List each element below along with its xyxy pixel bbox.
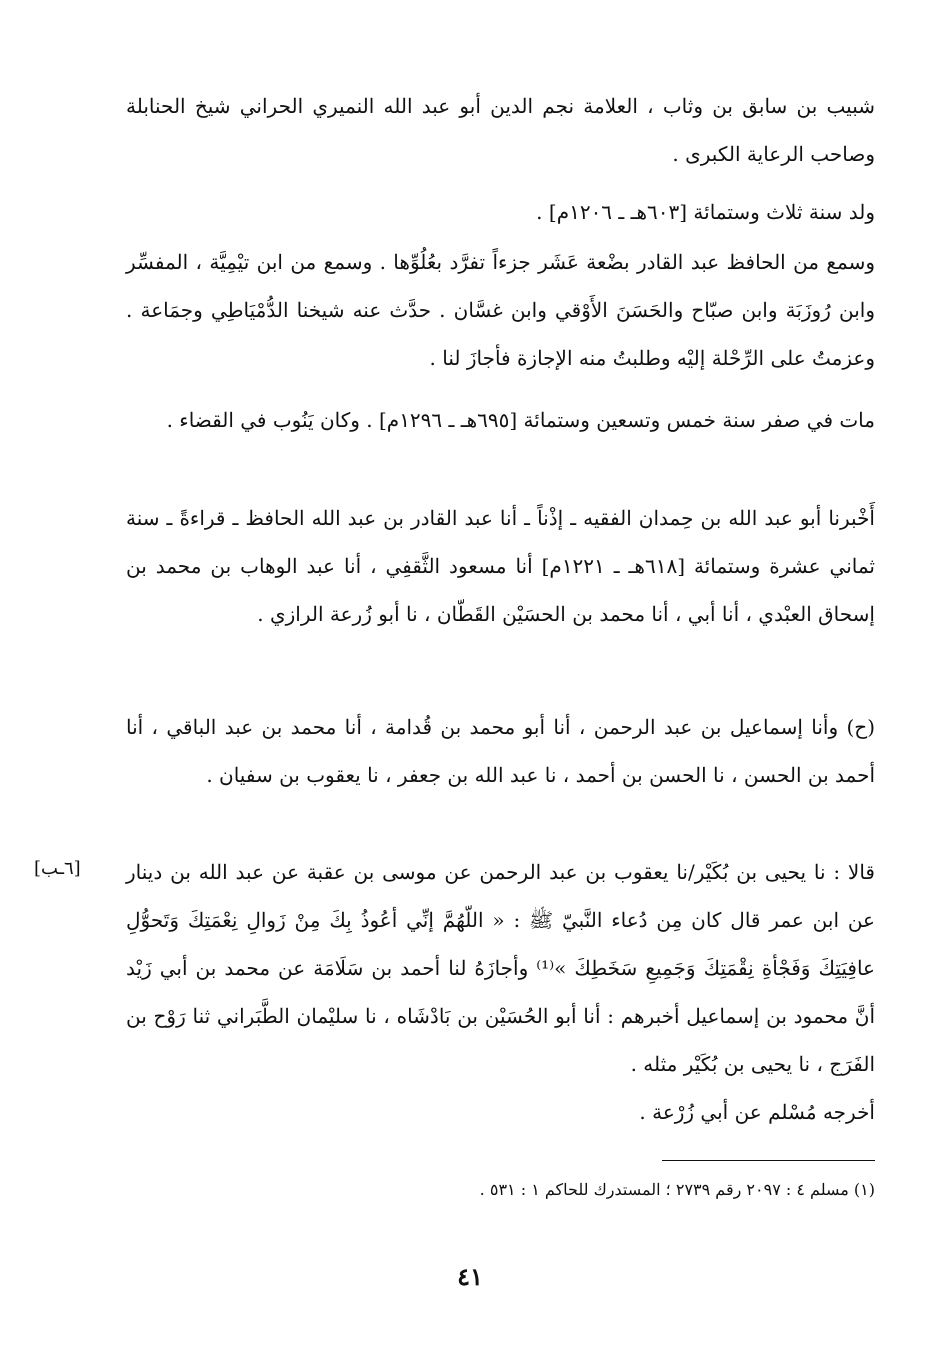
paragraph-birth: ولد سنة ثلاث وستمائة [٦٠٣هـ ـ ١٢٠٦م] . xyxy=(536,200,875,224)
paragraph-death: مات في صفر سنة خمس وتسعين وستمائة [٦٩٥هـ ـ ١٢٩٦م] . وكان يَنُوب في القضاء . xyxy=(166,408,875,432)
paragraph-hadith: قالا : نا يحيى بن بُكَيْر/نا يعقوب بن عبد الرحمن عن موسى بن عقبة عن عبد الله بن دينار عن ابن عمر قال كان مِن دُعاء النَّبيّ ﷺ : « اللّهُمَّ إنِّي أعُوذُ بِكَ مِنْ زَوالِ نِعْمَتِكَ وَتَحوُّلِ عافِيَتِكَ وَفَجْأةِ نِقْمَتِكَ وَجَمِيعِ سَخَطِكَ »⁽¹⁾ وأجازَهُ لنا أحمد بن سَلَامَة عن محمد بن أبي زَيْد أنَّ محمود بن إسماعيل أخبرهم : أنا أبو الحُسَيْن بن بَادْشَاه ، نا سليْمان الطَّبَراني ثنا رَوْح بن الفَرَج ، نا يحيى بن بُكَيْر مثله . xyxy=(126,860,875,1076)
paragraph-takhrij: أخرجه مُسْلم عن أبي زُرْعة . xyxy=(639,1100,875,1124)
paragraph-teachers: وسمع من الحافظ عبد القادر بضْعة عَشَر جزءاً تفرَّد بعُلُوِّها . وسمع من ابن تيْمِيَّة ، المفسِّر وابن رُوزَبَة وابن صبّاح والحَسَنَ الأَوْقي وابن غسَّان . حدَّث عنه شيخنا الدُّمْيَاطِي وجمَاعة . وعزمتُ على الرِّحْلة إليْه وطلبتُ منه الإجازة فأجازَ لنا . xyxy=(126,250,875,370)
margin-folio-note: [٦ـب] xyxy=(34,858,81,879)
paragraph-isnad-2: (ح) وأنا إسماعيل بن عبد الرحمن ، أنا أبو محمد بن قُدامة ، أنا محمد بن عبد الباقي ، أنا أحمد بن الحسن ، نا الحسن بن أحمد ، نا عبد الله بن جعفر ، نا يعقوب بن سفيان . xyxy=(126,715,875,787)
paragraph-isnad-1: أَخْبرنا أبو عبد الله بن حِمدان الفقيه ـ إذْناً ـ أنا عبد القادر بن عبد الله الحافظ ـ قراءةً ـ سنة ثماني عشرة وستمائة [٦١٨هـ ـ ١٢٢١م] أنا مسعود الثَّقفِي ، أنا عبد الوهاب بن محمد بن إسحاق العبْدي ، أنا أبي ، أنا محمد بن الحسَيْن القَطّان ، نا أبو زُرعة الرازي . xyxy=(126,506,875,626)
page-number: ٤١ xyxy=(457,1262,483,1291)
footnote-divider xyxy=(662,1160,875,1161)
paragraph-biography-intro: شبيب بن سابق بن وثاب ، العلامة نجم الدين أبو عبد الله النميري الحراني شيخ الحنابلة وصاحب الرعاية الكبرى . xyxy=(126,94,875,166)
footnote: (١) مسلم ٤ : ٢٠٩٧ رقم ٢٧٣٩ ؛ المستدرك للحاكم ١ : ٥٣١ . xyxy=(479,1180,875,1199)
